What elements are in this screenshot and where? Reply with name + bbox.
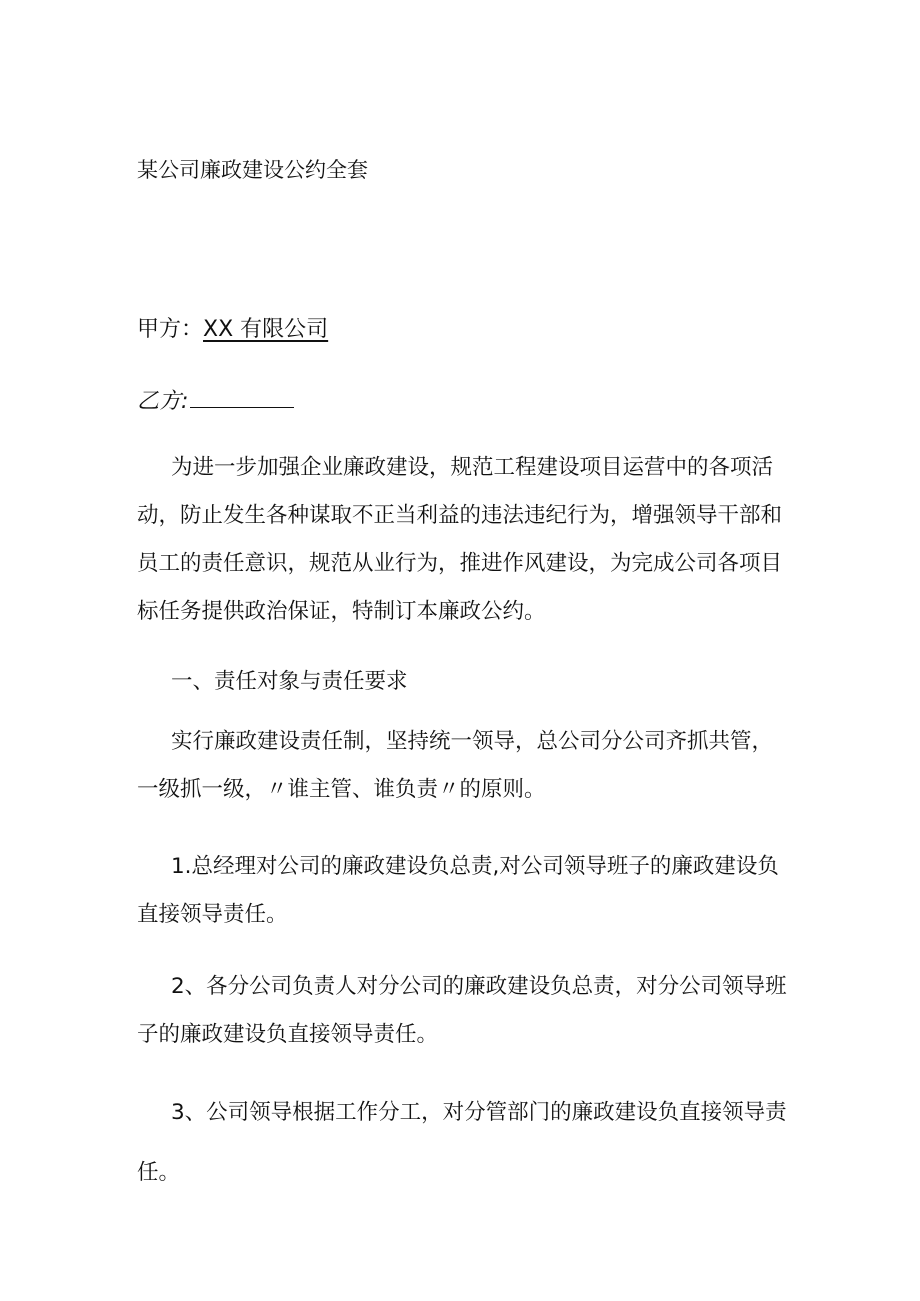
section-1-item-1: 1.总经理对公司的廉政建设负总责,对公司领导班子的廉政建设负直接领导责任。 <box>137 854 779 927</box>
section-1-item-2: 2、各分公司负责人对分公司的廉政建设负总责，对分公司领导班子的廉政建设负直接领导责任。 <box>137 974 787 1047</box>
party-b-label: 乙方: <box>137 389 189 414</box>
section-1-item-3: 3、公司领导根据工作分工，对分管部门的廉政建设负直接领导责任。 <box>137 1100 787 1185</box>
party-a-label: 甲方： <box>137 317 204 342</box>
party-a-line <box>137 315 328 345</box>
intro-paragraph: 为进一步加强企业廉政建设，规范工程建设项目运营中的各项活动，防止发生各种谋取不正当利益的违法违纪行为，增强领导干部和员工的责任意识，规范从业行为，推进作风建设，为完成公司各项目标任务提供政治保证，特制订本廉政公约。 <box>137 455 783 624</box>
section-1-body: 实行廉政建设责任制，坚持统一领导，总公司分公司齐抓共管，一级抓一级，〃谁主管、谁负责〃的原则。 <box>137 729 774 802</box>
party-a-value: XX 有限公司 <box>203 317 329 342</box>
section-1-heading: 一、责任对象与责任要求 <box>171 669 408 694</box>
document-title: 某公司廉政建设公约全套 <box>137 158 368 182</box>
party-b-line <box>137 383 294 417</box>
party-b-blank-line <box>190 383 294 408</box>
